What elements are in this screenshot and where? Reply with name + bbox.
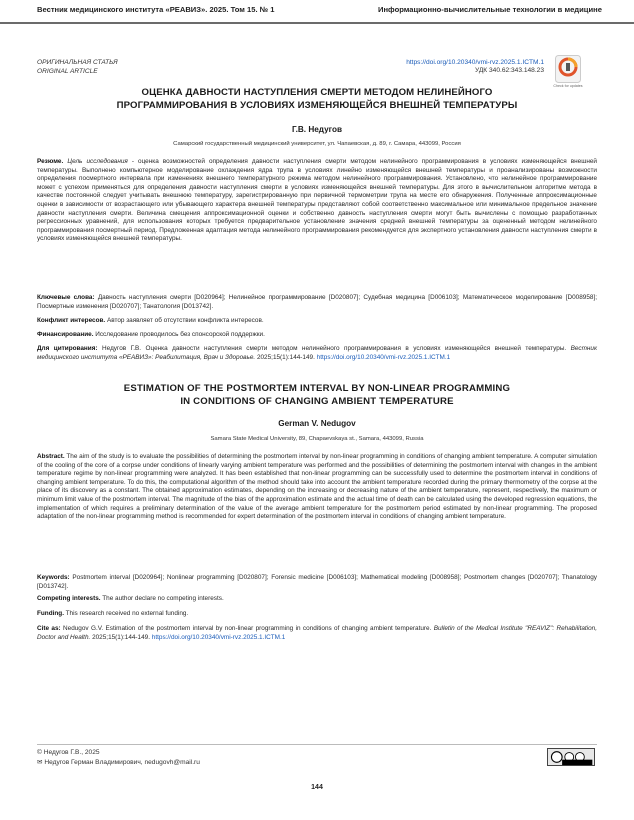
abstract-en [37, 453, 597, 522]
article-type-ru: ОРИГИНАЛЬНАЯ СТАТЬЯ [37, 59, 118, 66]
citation-ru-doi-link[interactable]: https://doi.org/10.20340/vmi-rvz.2025.1.ICTM.1 [316, 353, 451, 361]
doi-link[interactable]: https://doi.org/10.20340/vmi-rvz.2025.1.ICTM.1 [406, 59, 544, 66]
title-ru-line-2: ПРОГРАММИРОВАНИЯ В УСЛОВИЯХ ИЗМЕНЯЮЩЕЙСЯ ВНЕШНЕЙ ТЕМПЕРАТУРЫ [116, 100, 518, 111]
keywords-en [37, 574, 597, 591]
cc-license-icon[interactable] [547, 748, 595, 766]
title-en-line-1: ESTIMATION OF THE POSTMORTEM INTERVAL BY NON-LINEAR PROGRAMMING [123, 383, 511, 394]
keywords-ru-label: Ключевые слова: [37, 294, 95, 301]
title-ru-line-1: ОЦЕНКА ДАВНОСТИ НАСТУПЛЕНИЯ СМЕРТИ МЕТОДОМ НЕЛИНЕЙНОГО [141, 87, 493, 98]
funding-en-label: Funding. [37, 610, 64, 617]
check-for-updates-icon[interactable] [555, 55, 581, 83]
funding-en-text: This research received no external funding. [65, 610, 189, 617]
title-en-line-2: IN CONDITIONS OF CHANGING AMBIENT TEMPERATURE [180, 396, 454, 407]
article-title-en [50, 382, 584, 408]
article-type [37, 58, 118, 76]
citation-ru-label: Для цитирования: [37, 345, 98, 352]
conflict-en-text: The author declare no competing interests. [102, 595, 224, 602]
citation-en-text: Nedugov G.V. Estimation of the postmortem interval by non-linear programming in conditions of changing ambient temperature. [63, 625, 432, 632]
footer-copyright [37, 748, 200, 768]
funding-ru [37, 331, 597, 340]
page-number: 144 [311, 784, 323, 791]
funding-en [37, 610, 597, 619]
copyright-text: © Недугов Г.В., 2025 [37, 749, 100, 756]
keywords-en-label: Keywords: [37, 574, 70, 581]
conflict-en [37, 595, 597, 604]
keywords-en-text: Postmortem interval [D020964]; Nonlinear programming [D020807]; Forensic medicine [D006103]; Mathematical modeling [D008958]; Postmortem changes [D020707]; Thanatology [D013742]. [37, 574, 598, 590]
article-title-ru [50, 86, 584, 112]
check-for-updates-label: Check for updates [553, 84, 583, 88]
citation-en-journal: Bulletin of the Medical Institute "REAVIZ": Rehabilitation, Doctor and Health. [37, 625, 597, 641]
conflict-ru-text: Автор заявляет об отсутствии конфликта интересов. [106, 317, 264, 324]
author-en: German V. Nedugov [278, 419, 356, 428]
udk-code: УДК 340.62:343.148.23 [474, 67, 544, 74]
keywords-ru [37, 294, 597, 311]
citation-en-doi-link[interactable]: https://doi.org/10.20340/vmi-rvz.2025.1.ICTM.1 [151, 633, 286, 641]
abstract-ru-label: Резюме. [37, 158, 64, 165]
citation-ru-text: Недугов Г.В. Оценка давности наступления смерти методом нелинейного программирования в условиях изменяющейся внешней температуры. [102, 345, 567, 352]
citation-ru-tail: 2025;15(1):144-149. [256, 353, 315, 361]
citation-ru [37, 345, 597, 362]
citation-en-tail: 2025;15(1):144-149. [92, 633, 150, 641]
abstract-ru-text: - оценка возможностей определения давности наступления смерти методом нелинейного программирования в условиях изменяющейся внешней температуры. Выполнено компьютерное моделирование охлаждения ядра трупа в условиях линейно изменяющейся внешней температуры и проанализированы возможности определения посмертного интервала при изменениях внешнего температурного режима методом нелинейного программирования. Установлено, что нелинейное программирование может с успехом применяться для определения давности наступления смерти в условиях изменяющейся внешней температуры. Для этого в вычислительном алгоритме метода в качестве постоянной следует учитывать внешнюю температуру, зарегистрированную при первичной термометрии трупа на месте его обнаружения. Полученные аппроксимационные оценки в зависимости от возрастающего или убывающего характера внешней температуры представляют собой соответственно максимальное или минимальное предельное значение давности наступления смерти. Величина смещения аппроксимационной оценки и собственно давность наступления смерти могут быть вычислены с помощью разработанных регрессионных уравнений, для использования которых требуется предварительное установление значения средней внешней температуры за оцененный методом нелинейного программирования посмертный период. Предложенная адаптация метода нелинейного программирования рекомендуется для экспертного установления давности наступления смерти в условиях изменяющейся внешней температуры. [37, 158, 597, 243]
abstract-ru-aim: Цель исследования [67, 158, 128, 165]
conflict-ru [37, 317, 597, 326]
abstract-en-text: The aim of the study is to evaluate the possibilities of determining the postmortem interval by non-linear programming in conditions of changing ambient temperature. A computer simulation of the cooling of the core of a corpse under conditions of linearly varying ambient temperature was performed and the possibilities of determining the postmortem interval with changes in the ambient temperature regime by non-linear programming were analyzed. It has been established that non-linear programming can be successfully used to determine the postmortem interval in conditions of changing ambient temperature. To do this, the computational algorithm of the method should take into account the ambient temperature recorded during the primary thermometry of the corpse at the place of its discovery as a constant. The obtained approximation estimates, depending on the increasing or decreasing nature of the ambient temperature, represent, respectively, the maximum or minimum limit value of the postmortem interval. The magnitude of the bias of the approximation estimate and the actual time of death can be calculated using the developed regression equations, the implementation of which requires a preliminary determination of the value of the average ambient temperature for the postmortem period estimated by non-linear programming. The proposed adaptation of the non-linear programming method is recommended for expert determination of the postmortem interval in conditions of changing ambient temperature. [37, 453, 597, 521]
abstract-en-label: Abstract. [37, 453, 65, 460]
section-name: Информационно-вычислительные технологии в медицине [378, 5, 602, 14]
author-ru: Г.В. Недугов [291, 125, 342, 134]
citation-en [37, 625, 597, 642]
affiliation-en: Samara State Medical University, 89, Chapaevskaya st., Samara, 443099, Russia [210, 436, 424, 442]
funding-ru-label: Финансирование. [37, 331, 94, 338]
keywords-ru-text: Давность наступления смерти [D020964]; Нелинейное программирование [D020807]; Судебная медицина [D006103]; Математическое моделирование [D008958]; Посмертные изменения [D020707]; Танатология [D013742]. [37, 294, 597, 310]
funding-ru-text: Исследование проводилось без спонсорской поддержки. [95, 331, 265, 338]
journal-name: Вестник медицинского института «РЕАВИЗ». 2025. Том 15. № 1 [37, 5, 275, 14]
citation-ru-journal: Вестник медицинского института «РЕАВИЗ»: Реабилитация, Врач и Здоровье. [37, 345, 598, 361]
contact-text: ✉ Недугов Герман Владимирович, nedugovh@mail.ru [37, 759, 200, 766]
citation-en-label: Cite as: [37, 625, 61, 632]
conflict-en-label: Competing interests. [37, 595, 101, 602]
conflict-ru-label: Конфликт интересов. [37, 317, 106, 324]
footer-divider [37, 744, 597, 745]
abstract-ru [37, 158, 597, 244]
affiliation-ru: Самарский государственный медицинский университет, ул. Чапаевская, д. 89, г. Самара, 443099, Россия [173, 141, 461, 147]
article-type-en: ORIGINAL ARTICLE [37, 68, 98, 75]
